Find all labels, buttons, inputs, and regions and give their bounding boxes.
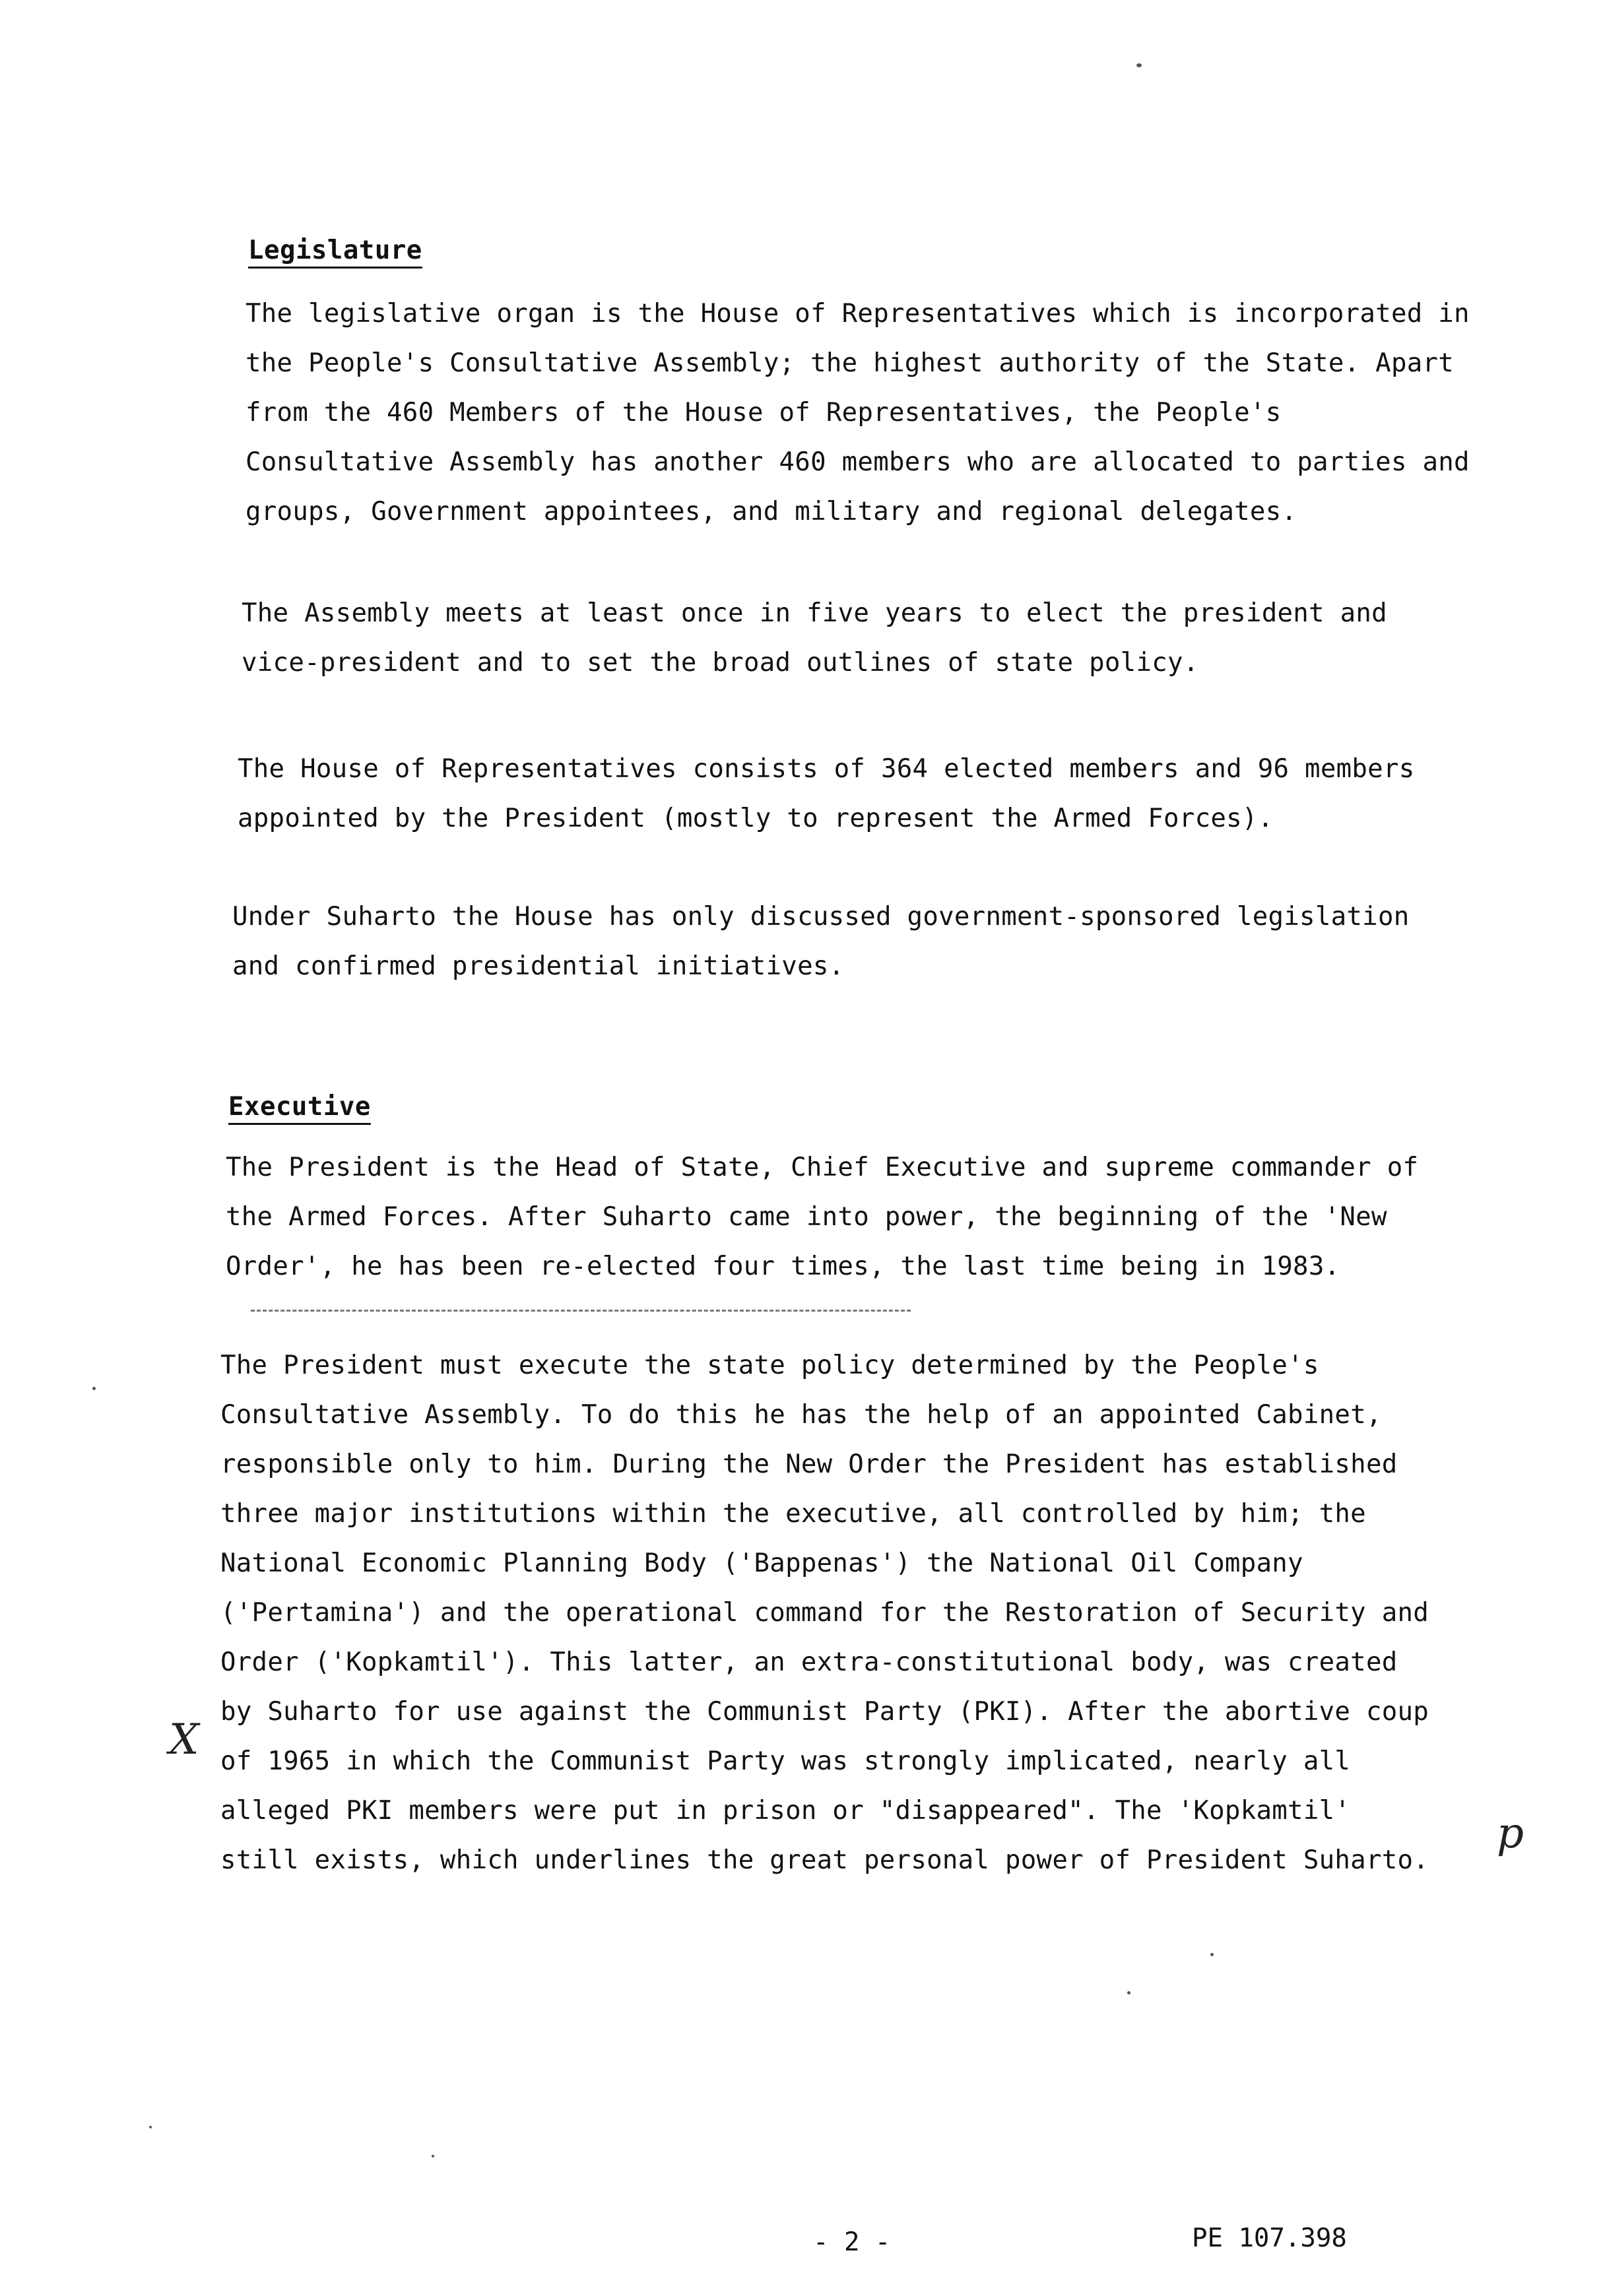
margin-mark-p: p bbox=[1497, 1809, 1524, 1858]
legislature-paragraph-1 bbox=[246, 289, 1470, 536]
scan-speck bbox=[149, 2126, 152, 2128]
text-line: from the 460 Members of the House of Representatives, the People's bbox=[246, 398, 1282, 428]
text-line: by Suharto for use against the Communist Party (PKI). After the abortive coup bbox=[220, 1697, 1429, 1727]
legislature-paragraph-2 bbox=[242, 589, 1387, 687]
text-line: The President must execute the state policy determined by the People's bbox=[220, 1351, 1319, 1380]
page-number: - 2 - bbox=[813, 2227, 891, 2257]
text-line: Under Suharto the House has only discussed government-sponsored legislation bbox=[232, 902, 1410, 932]
text-line: Consultative Assembly has another 460 members who are allocated to parties and bbox=[246, 447, 1470, 477]
margin-mark-x: X bbox=[169, 1715, 199, 1764]
legislature-paragraph-4 bbox=[232, 892, 1410, 991]
scan-speck bbox=[1136, 63, 1142, 67]
text-line: the People's Consultative Assembly; the highest authority of the State. Apart bbox=[246, 348, 1455, 378]
text-line: the Armed Forces. After Suharto came into power, the beginning of the 'New bbox=[226, 1202, 1387, 1232]
scan-speck bbox=[92, 1387, 96, 1390]
text-line: responsible only to him. During the New Order the President has established bbox=[220, 1450, 1398, 1479]
executive-heading: Executive bbox=[228, 1092, 371, 1122]
text-line: The Assembly meets at least once in five years to elect the president and bbox=[242, 598, 1387, 628]
text-line: appointed by the President (mostly to represent the Armed Forces). bbox=[238, 804, 1274, 833]
text-line: still exists, which underlines the great personal power of President Suharto. bbox=[220, 1845, 1429, 1875]
legislature-heading: Legislature bbox=[248, 236, 422, 265]
text-line: Order ('Kopkamtil'). This latter, an extra-constitutional body, was created bbox=[220, 1647, 1398, 1677]
legislature-paragraph-3 bbox=[238, 744, 1415, 843]
scan-artifact-line bbox=[251, 1310, 911, 1312]
document-reference: PE 107.398 bbox=[1192, 2223, 1347, 2253]
executive-paragraph-1 bbox=[226, 1143, 1418, 1291]
scan-speck bbox=[432, 2155, 434, 2157]
text-line: alleged PKI members were put in prison or "disappeared". The 'Kopkamtil' bbox=[220, 1796, 1351, 1826]
text-line: The House of Representatives consists of 364 elected members and 96 members bbox=[238, 754, 1415, 784]
text-line: Order', he has been re-elected four times, the last time being in 1983. bbox=[226, 1252, 1340, 1281]
executive-paragraph-2 bbox=[220, 1341, 1429, 1885]
text-line: of 1965 in which the Communist Party was strongly implicated, nearly all bbox=[220, 1746, 1351, 1776]
text-line: The President is the Head of State, Chief Executive and supreme commander of bbox=[226, 1153, 1419, 1182]
text-line: three major institutions within the executive, all controlled by him; the bbox=[220, 1499, 1366, 1529]
text-line: groups, Government appointees, and military and regional delegates. bbox=[246, 497, 1297, 526]
text-line: The legislative organ is the House of Representatives which is incorporated in bbox=[246, 299, 1470, 329]
text-line: Consultative Assembly. To do this he has the help of an appointed Cabinet, bbox=[220, 1400, 1382, 1430]
text-line: and confirmed presidential initiatives. bbox=[232, 951, 845, 981]
scan-speck bbox=[1210, 1953, 1214, 1956]
text-line: National Economic Planning Body ('Bappenas') the National Oil Company bbox=[220, 1548, 1303, 1578]
scan-speck bbox=[1127, 1991, 1130, 1994]
text-line: ('Pertamina') and the operational command for the Restoration of Security and bbox=[220, 1598, 1429, 1628]
text-line: vice-president and to set the broad outlines of state policy. bbox=[242, 648, 1199, 678]
